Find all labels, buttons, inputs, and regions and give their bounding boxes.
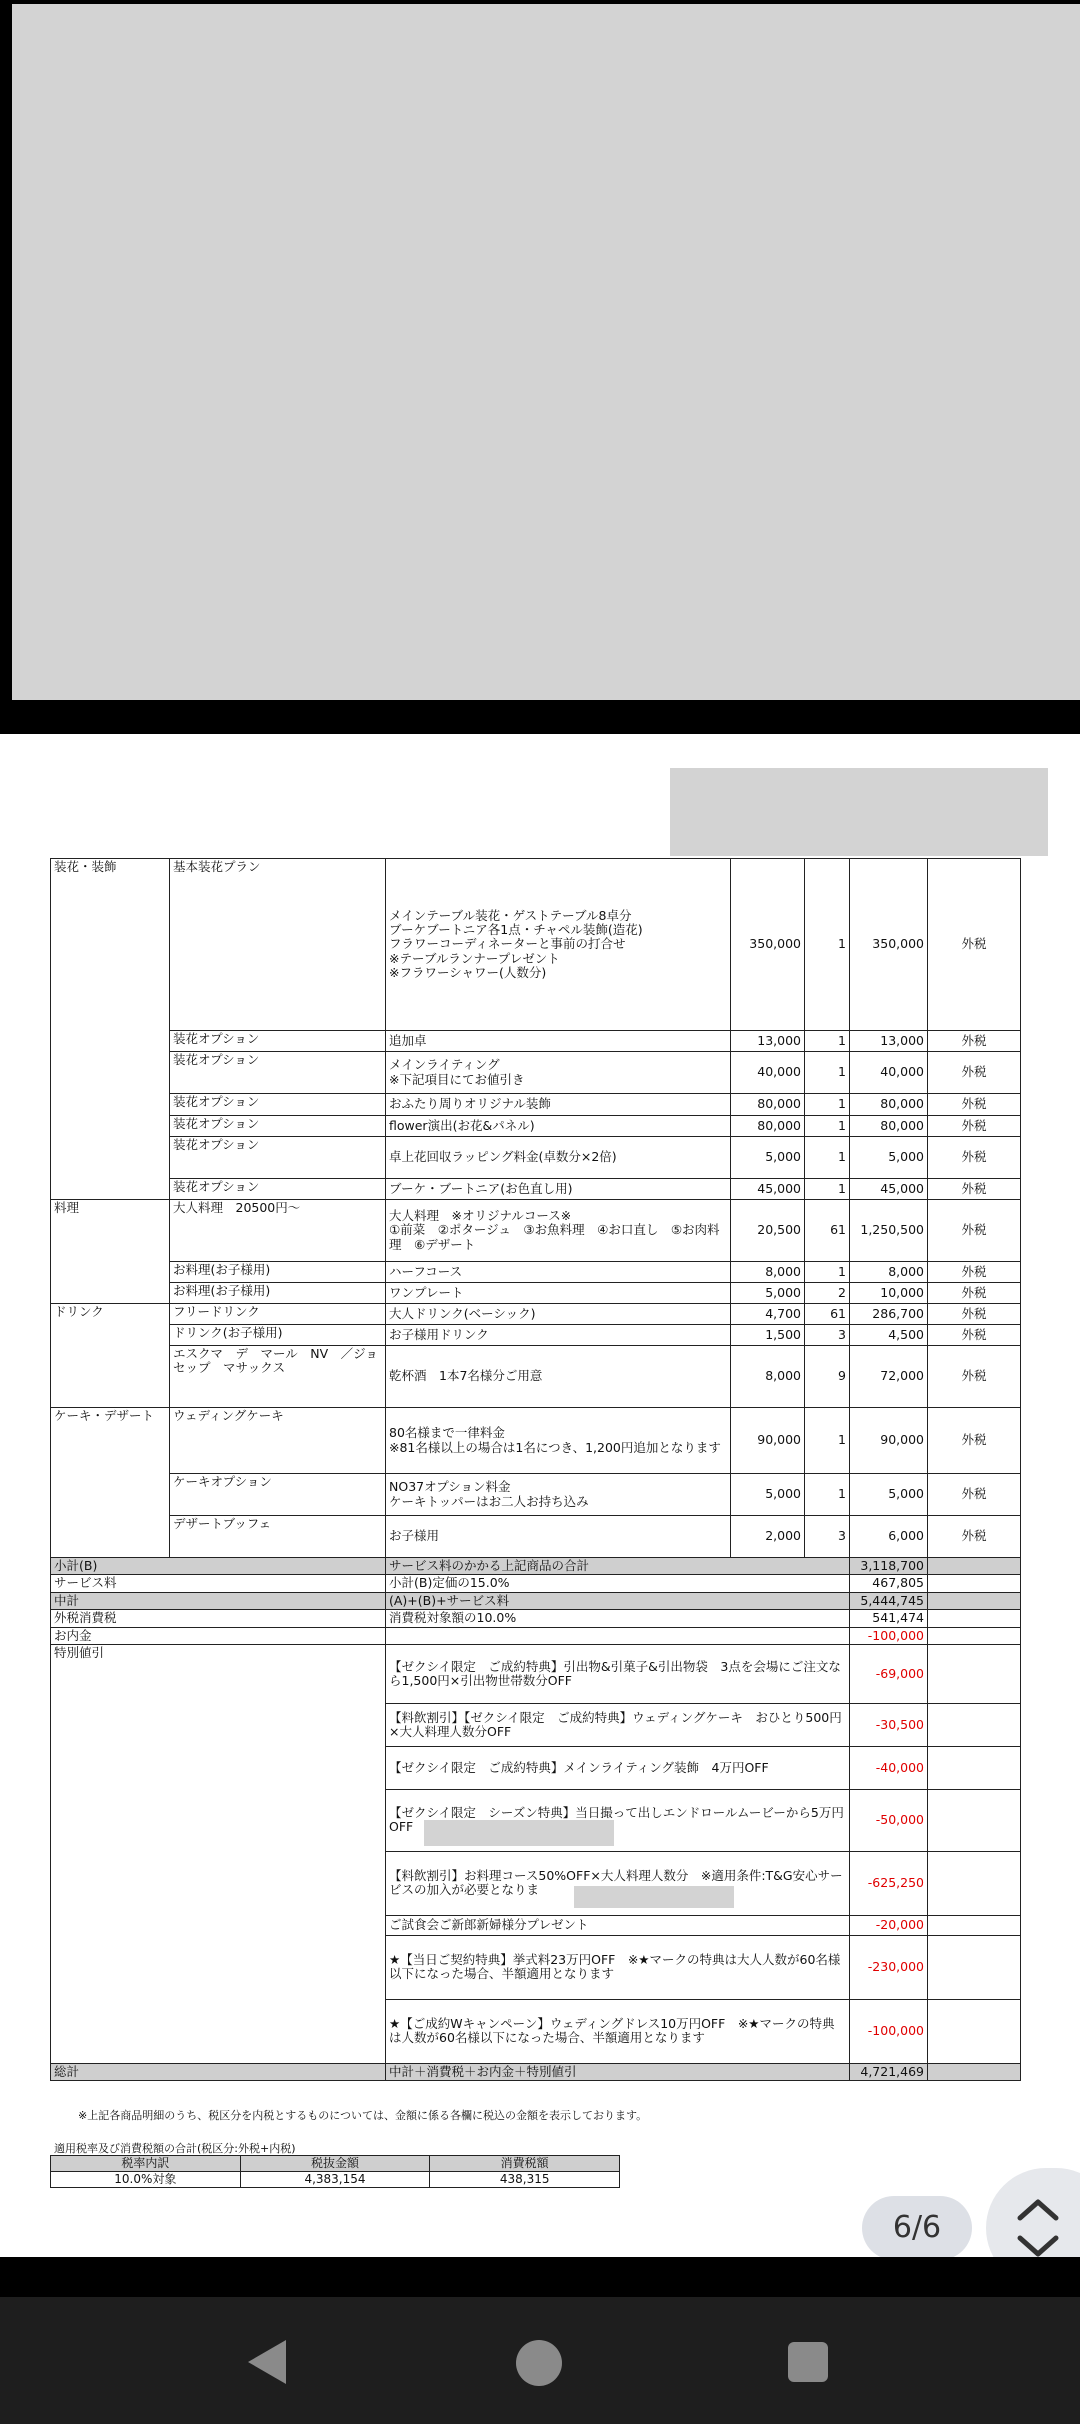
table-row <box>51 1179 1021 1200</box>
summary-amount: -100,000 <box>850 1627 928 1644</box>
amount: 80,000 <box>850 1116 928 1137</box>
empty-cell <box>928 1644 1021 1703</box>
tax-header: 消費税額 <box>430 2156 620 2172</box>
item-description: 大人料理 ※オリジナルコース※ ①前菜 ②ポタージュ ③お魚料理 ④お口直し ⑤お肉料理 ⑥デザート <box>386 1200 731 1262</box>
item-description: NO37オプション料金 ケーキトッパーはお二人お持ち込み <box>386 1474 731 1516</box>
tax-type: 外税 <box>928 1137 1021 1179</box>
summary-label: 小計(B) <box>51 1558 386 1575</box>
quantity: 9 <box>805 1346 850 1408</box>
empty-cell <box>928 1575 1021 1592</box>
page-indicator: 6/6 <box>862 2196 972 2260</box>
item-description: 卓上花回収ラッピング料金(卓数分×2倍) <box>386 1137 731 1179</box>
unit-price: 13,000 <box>731 1031 805 1052</box>
unit-price: 5,000 <box>731 1137 805 1179</box>
unit-price: 90,000 <box>731 1408 805 1474</box>
empty-cell <box>928 1746 1021 1789</box>
unit-price: 80,000 <box>731 1116 805 1137</box>
quantity: 3 <box>805 1516 850 1558</box>
discount-amount: -625,250 <box>850 1851 928 1915</box>
recent-apps-icon[interactable] <box>788 2342 828 2382</box>
item-name: ケーキオプション <box>170 1474 386 1516</box>
unit-price: 20,500 <box>731 1200 805 1262</box>
amount: 1,250,500 <box>850 1200 928 1262</box>
unit-price: 8,000 <box>731 1346 805 1408</box>
summary-label: 外税消費税 <box>51 1610 386 1627</box>
service-row <box>51 1575 1021 1592</box>
summary-description: サービス料のかかる上記商品の合計 <box>386 1558 850 1575</box>
item-description: おふたり周りオリジナル装飾 <box>386 1094 731 1116</box>
tax-type: 外税 <box>928 1179 1021 1200</box>
tax-type: 外税 <box>928 1200 1021 1262</box>
empty-cell <box>928 1935 1021 1999</box>
tax-type: 外税 <box>928 1031 1021 1052</box>
table-row <box>51 1200 1021 1262</box>
chevron-up-down-icon <box>1008 2188 1068 2268</box>
viewer-bottom-edge <box>0 2257 1080 2297</box>
tax-row <box>51 1610 1021 1627</box>
item-name: フリードリンク <box>170 1304 386 1325</box>
empty-cell <box>928 1999 1021 2063</box>
tax-type: 外税 <box>928 859 1021 1031</box>
category-cell: ドリンク <box>51 1304 170 1408</box>
quantity: 1 <box>805 1094 850 1116</box>
unit-price: 5,000 <box>731 1474 805 1516</box>
summary-description <box>386 1627 850 1644</box>
table-row <box>51 1283 1021 1304</box>
item-description: 大人ドリンク(ベーシック) <box>386 1304 731 1325</box>
table-row <box>51 1262 1021 1283</box>
table-row <box>51 1137 1021 1179</box>
discount-description: 【ゼクシイ限定 ご成約特典】メインライティング装飾 4万円OFF <box>386 1746 850 1789</box>
tax-header: 税率内訳 <box>51 2156 241 2172</box>
tax-type: 外税 <box>928 1516 1021 1558</box>
summary-amount: 3,118,700 <box>850 1558 928 1575</box>
unit-price: 80,000 <box>731 1094 805 1116</box>
amount: 350,000 <box>850 859 928 1031</box>
item-name: お料理(お子様用) <box>170 1283 386 1304</box>
amount: 45,000 <box>850 1179 928 1200</box>
discount-text: 【ゼクシイ限定 シーズン特典】当日撮って出しエンドロールムービーから5万円OFF <box>389 1805 844 1835</box>
empty-cell <box>928 1915 1021 1935</box>
tax-type: 外税 <box>928 1408 1021 1474</box>
unit-price: 45,000 <box>731 1179 805 1200</box>
tax-type: 外税 <box>928 1474 1021 1516</box>
item-name: ウェディングケーキ <box>170 1408 386 1474</box>
quantity: 3 <box>805 1325 850 1346</box>
summary-label: サービス料 <box>51 1575 386 1592</box>
item-description: ワンプレート <box>386 1283 731 1304</box>
discount-amount: -30,500 <box>850 1703 928 1746</box>
tax-header-row <box>51 2156 620 2172</box>
subtotal-row <box>51 1558 1021 1575</box>
item-description: ハーフコース <box>386 1262 731 1283</box>
tax-summary-table <box>50 2155 620 2188</box>
amount: 6,000 <box>850 1516 928 1558</box>
amount: 5,000 <box>850 1137 928 1179</box>
quantity: 1 <box>805 1262 850 1283</box>
item-description: お子様用ドリンク <box>386 1325 731 1346</box>
summary-description: 中計＋消費税＋お内金＋特別値引 <box>386 2063 850 2080</box>
document-page <box>0 734 1080 2257</box>
previous-page-redacted <box>0 0 1080 734</box>
summary-description: 小計(B)定価の15.0% <box>386 1575 850 1592</box>
discount-label: 特別値引 <box>51 1644 386 2063</box>
empty-cell <box>928 1703 1021 1746</box>
table-row <box>51 1304 1021 1325</box>
item-name: 装花オプション <box>170 1094 386 1116</box>
summary-description: 消費税対象額の10.0% <box>386 1610 850 1627</box>
quantity: 1 <box>805 1137 850 1179</box>
summary-label: 総計 <box>51 2063 386 2080</box>
item-name: エスクマ デ マール NV ／ジョセップ マサックス <box>170 1346 386 1408</box>
discount-amount: -50,000 <box>850 1789 928 1851</box>
amount: 5,000 <box>850 1474 928 1516</box>
tax-type: 外税 <box>928 1283 1021 1304</box>
midtotal-row <box>51 1592 1021 1609</box>
quantity: 1 <box>805 1408 850 1474</box>
unit-price: 40,000 <box>731 1052 805 1094</box>
table-row <box>51 1516 1021 1558</box>
unit-price: 1,500 <box>731 1325 805 1346</box>
amount: 90,000 <box>850 1408 928 1474</box>
estimate-table <box>50 858 1021 2081</box>
tax-type: 外税 <box>928 1094 1021 1116</box>
quantity: 1 <box>805 1179 850 1200</box>
discount-description: ★【ご成約Wキャンペーン】ウェディングドレス10万円OFF ※★マークの特典は人数が60名様以下になった場合、半額適用となります <box>386 1999 850 2063</box>
amount: 72,000 <box>850 1346 928 1408</box>
item-name: お料理(お子様用) <box>170 1262 386 1283</box>
amount: 80,000 <box>850 1094 928 1116</box>
total-row <box>51 2063 1021 2080</box>
unit-price: 5,000 <box>731 1283 805 1304</box>
empty-cell <box>928 1789 1021 1851</box>
table-row <box>51 1031 1021 1052</box>
quantity: 1 <box>805 1116 850 1137</box>
item-name: 基本装花プラン <box>170 859 386 1031</box>
quantity: 61 <box>805 1304 850 1325</box>
summary-label: 中計 <box>51 1592 386 1609</box>
item-name: 装花オプション <box>170 1137 386 1179</box>
discount-amount: -100,000 <box>850 1999 928 2063</box>
amount: 10,000 <box>850 1283 928 1304</box>
summary-label: お内金 <box>51 1627 386 1644</box>
discount-amount: -69,000 <box>850 1644 928 1703</box>
table-row <box>51 859 1021 1031</box>
summary-amount: 5,444,745 <box>850 1592 928 1609</box>
summary-amount: 4,721,469 <box>850 2063 928 2080</box>
empty-cell <box>928 1610 1021 1627</box>
tax-type: 外税 <box>928 1052 1021 1094</box>
empty-cell <box>928 1627 1021 1644</box>
discount-description <box>386 1789 850 1851</box>
tax-value: 438,315 <box>430 2172 620 2188</box>
tax-table-title: 適用税率及び消費税額の合計(税区分:外税+内税) <box>54 2142 296 2155</box>
quantity: 2 <box>805 1283 850 1304</box>
discount-amount: -40,000 <box>850 1746 928 1789</box>
amount: 40,000 <box>850 1052 928 1094</box>
quantity: 1 <box>805 1052 850 1094</box>
item-description: flower演出(お花&パネル) <box>386 1116 731 1137</box>
page-edge <box>0 4 12 320</box>
discount-description: ★【当日ご契約特典】挙式料23万円OFF ※★マークの特典は大人人数が60名様以下になった場合、半額適用となります <box>386 1935 850 1999</box>
summary-amount: 541,474 <box>850 1610 928 1627</box>
unit-price: 2,000 <box>731 1516 805 1558</box>
discount-description: 【ゼクシイ限定 ご成約特典】引出物&引菓子&引出物袋 3点を会場にご注文なら1,500円×引出物世帯数分OFF <box>386 1644 850 1703</box>
tax-value-row <box>51 2172 620 2188</box>
quantity: 61 <box>805 1200 850 1262</box>
discount-description: 【料飲割引】【ゼクシイ限定 ご成約特典】ウェディングケーキ おひとり500円×大人料理人数分OFF <box>386 1703 850 1746</box>
item-name: ドリンク(お子様用) <box>170 1325 386 1346</box>
table-row <box>51 1346 1021 1408</box>
tax-type: 外税 <box>928 1304 1021 1325</box>
table-row <box>51 1116 1021 1137</box>
discount-amount: -230,000 <box>850 1935 928 1999</box>
item-name: 大人料理 20500円〜 <box>170 1200 386 1262</box>
amount: 4,500 <box>850 1325 928 1346</box>
quantity: 1 <box>805 1031 850 1052</box>
redacted-text <box>424 1820 614 1846</box>
item-name: 装花オプション <box>170 1052 386 1094</box>
table-row <box>51 1474 1021 1516</box>
item-description: 80名様まで一律料金 ※81名様以上の場合は1名につき、1,200円追加となります <box>386 1408 731 1474</box>
tax-type: 外税 <box>928 1325 1021 1346</box>
tax-type: 外税 <box>928 1116 1021 1137</box>
item-description: お子様用 <box>386 1516 731 1558</box>
discount-description: ご試食会ご新郎新婦様分プレゼント <box>386 1915 850 1935</box>
category-cell: ケーキ・デザート <box>51 1408 170 1558</box>
tax-type: 外税 <box>928 1346 1021 1408</box>
item-name: 装花オプション <box>170 1116 386 1137</box>
android-nav-bar <box>0 2297 1080 2424</box>
discount-row <box>51 1644 1021 1703</box>
item-description: メインライティング ※下記項目にてお値引き <box>386 1052 731 1094</box>
home-icon[interactable] <box>516 2340 562 2386</box>
category-cell: 装花・装飾 <box>51 859 170 1200</box>
item-description: 乾杯酒 1本7名様分ご用意 <box>386 1346 731 1408</box>
amount: 286,700 <box>850 1304 928 1325</box>
item-name: 装花オプション <box>170 1179 386 1200</box>
item-name: 装花オプション <box>170 1031 386 1052</box>
table-row <box>51 1408 1021 1474</box>
item-description: ブーケ・ブートニア(お色直し用) <box>386 1179 731 1200</box>
tax-note: ※上記各商品明細のうち、税区分を内税とするものについては、金額に係る各欄に税込の金額を表示しております。 <box>78 2109 648 2122</box>
quantity: 1 <box>805 859 850 1031</box>
category-cell: 料理 <box>51 1200 170 1304</box>
item-description: 追加卓 <box>386 1031 731 1052</box>
tax-type: 外税 <box>928 1262 1021 1283</box>
item-name: デザートブッフェ <box>170 1516 386 1558</box>
discount-description <box>386 1851 850 1915</box>
table-row <box>51 1052 1021 1094</box>
tax-header: 税抜金額 <box>240 2156 430 2172</box>
amount: 13,000 <box>850 1031 928 1052</box>
item-description: メインテーブル装花・ゲストテーブル8卓分 ブーケブートニア各1点・チャペル装飾(造花) フラワーコーディネーターと事前の打合せ ※テーブルランナープレゼント ※フラワーシャワー(人数分) <box>386 859 731 1031</box>
redacted-text <box>574 1886 734 1908</box>
tax-value: 10.0%対象 <box>51 2172 241 2188</box>
deposit-row <box>51 1627 1021 1644</box>
summary-description: (A)+(B)+サービス料 <box>386 1592 850 1609</box>
empty-cell <box>928 1851 1021 1915</box>
unit-price: 8,000 <box>731 1262 805 1283</box>
redacted-header-box <box>670 768 1048 856</box>
empty-cell <box>928 1558 1021 1575</box>
back-icon[interactable] <box>248 2340 286 2384</box>
discount-text: 【料飲割引】お料理コース50%OFF×大人料理人数分 ※適用条件:T&G安心サービスの加入が必要となりま <box>389 1868 843 1898</box>
tax-value: 4,383,154 <box>240 2172 430 2188</box>
empty-cell <box>928 2063 1021 2080</box>
unit-price: 350,000 <box>731 859 805 1031</box>
amount: 8,000 <box>850 1262 928 1283</box>
unit-price: 4,700 <box>731 1304 805 1325</box>
table-row <box>51 1325 1021 1346</box>
redacted-area <box>12 4 1080 700</box>
discount-amount: -20,000 <box>850 1915 928 1935</box>
summary-amount: 467,805 <box>850 1575 928 1592</box>
table-row <box>51 1094 1021 1116</box>
empty-cell <box>928 1592 1021 1609</box>
quantity: 1 <box>805 1474 850 1516</box>
